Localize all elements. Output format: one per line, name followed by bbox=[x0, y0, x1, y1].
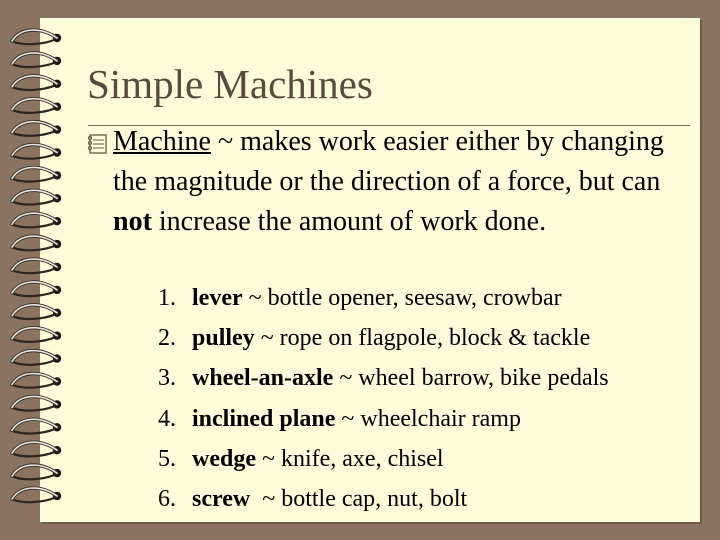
binding-ring bbox=[12, 145, 61, 159]
list-item bbox=[158, 399, 698, 439]
list-item bbox=[158, 439, 698, 479]
binding-ring bbox=[12, 465, 61, 479]
list-item bbox=[158, 318, 698, 358]
binding-ring bbox=[12, 76, 61, 90]
binding-ring bbox=[12, 282, 61, 296]
binding-ring bbox=[12, 396, 61, 410]
binding-ring bbox=[12, 351, 61, 365]
item-number: 5. bbox=[158, 445, 176, 472]
definition-text-1: ~ makes work easier either by changing the magnitude or the direction of a force, but can bbox=[113, 126, 664, 197]
machine-definition bbox=[113, 122, 703, 242]
binding-ring bbox=[12, 30, 61, 44]
machine-name: wheel-an-axle bbox=[192, 365, 334, 392]
list-item bbox=[158, 358, 698, 398]
machine-examples: ~ rope on flagpole, block & tackle bbox=[254, 325, 591, 352]
binding-ring bbox=[12, 488, 61, 502]
machine-name: pulley bbox=[192, 325, 255, 352]
binding-ring bbox=[12, 236, 61, 250]
machine-examples: ~ wheelchair ramp bbox=[335, 405, 521, 432]
binding-ring bbox=[12, 419, 61, 433]
definition-text-2: increase the amount of work done. bbox=[151, 206, 547, 237]
machine-examples: ~ knife, axe, chisel bbox=[255, 445, 444, 472]
notebook-bullet-icon bbox=[87, 133, 109, 155]
spiral-binding-icon bbox=[0, 0, 80, 540]
machine-name: inclined plane bbox=[192, 405, 336, 432]
binding-ring bbox=[12, 167, 61, 181]
machine-list bbox=[158, 278, 698, 519]
binding-ring bbox=[12, 374, 61, 388]
binding-ring bbox=[12, 99, 61, 113]
machine-name: lever bbox=[192, 285, 243, 311]
binding-ring bbox=[12, 53, 61, 67]
binding-ring bbox=[12, 328, 61, 342]
machine-examples: ~ bottle opener, seesaw, crowbar bbox=[242, 285, 562, 311]
binding-ring bbox=[12, 442, 61, 456]
definition-emphasis: not bbox=[113, 206, 152, 237]
machine-name: screw bbox=[192, 486, 251, 513]
item-number: 2. bbox=[158, 325, 176, 352]
item-number: 3. bbox=[158, 365, 176, 392]
machine-examples: ~ bottle cap, nut, bolt bbox=[250, 486, 468, 513]
binding-ring bbox=[12, 190, 61, 204]
machine-name: wedge bbox=[192, 445, 256, 472]
slide-title: Simple Machines bbox=[87, 61, 373, 107]
binding-ring bbox=[12, 259, 61, 273]
list-item bbox=[158, 278, 698, 318]
item-number: 1. bbox=[158, 285, 176, 311]
binding-ring bbox=[12, 213, 61, 227]
machine-examples: ~ wheel barrow, bike pedals bbox=[333, 365, 609, 392]
item-number: 6. bbox=[158, 486, 176, 513]
binding-ring bbox=[12, 122, 61, 136]
binding-ring bbox=[12, 305, 61, 319]
list-item bbox=[158, 479, 698, 519]
item-number: 4. bbox=[158, 405, 176, 432]
definition-term: Machine bbox=[113, 126, 211, 157]
